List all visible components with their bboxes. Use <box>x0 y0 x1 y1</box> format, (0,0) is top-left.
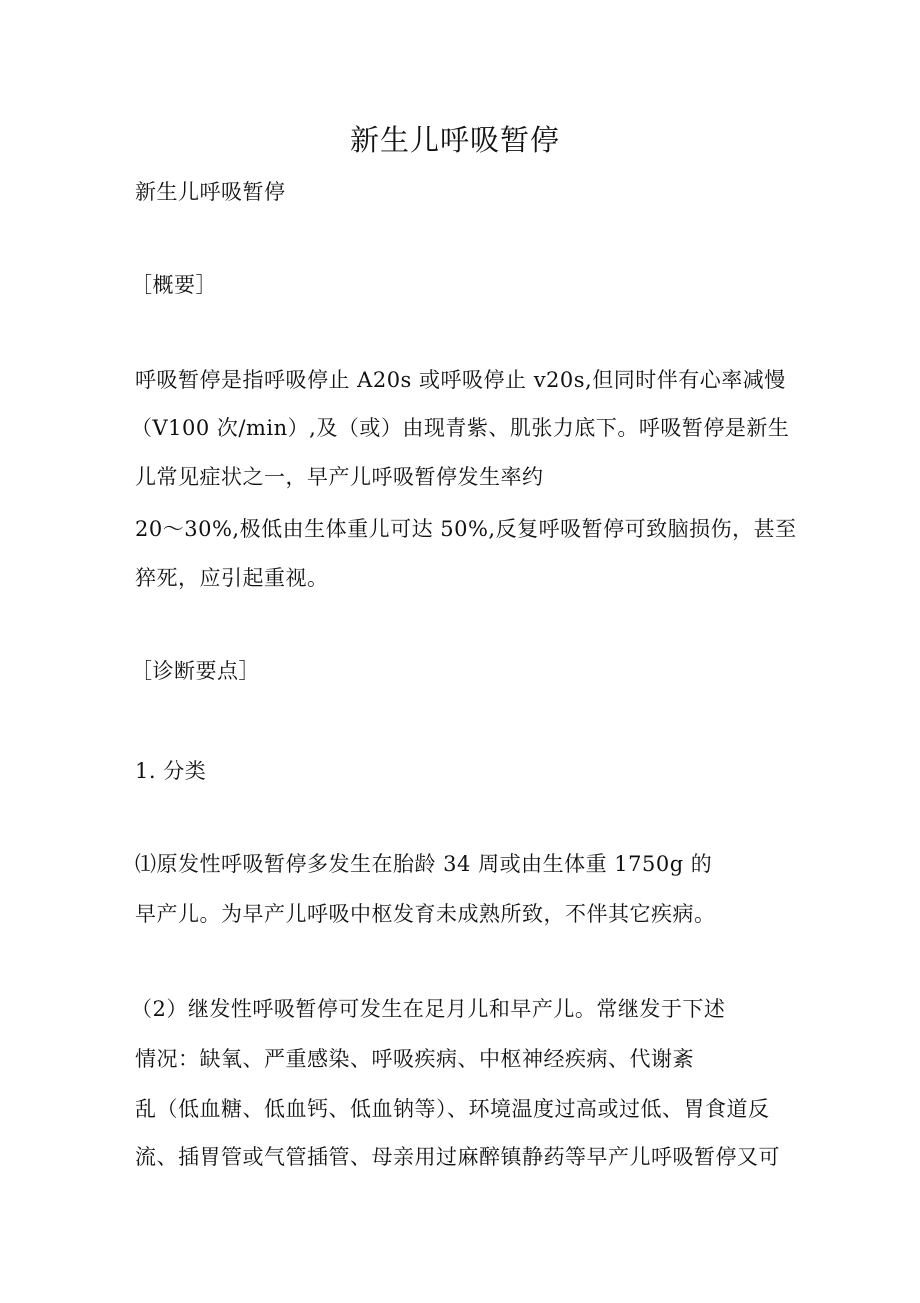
section-heading-overview: ［概要］ <box>131 273 217 297</box>
secondary-apnea-line: 乱（低血糖、低血钙、低血钠等）、环境温度过高或过低、胃食道反 <box>135 1097 770 1121</box>
overview-line: 猝死，应引起重视。 <box>135 566 329 590</box>
secondary-apnea-line: 情况：缺氧、严重感染、呼吸疾病、中枢神经疾病、代谢紊 <box>135 1047 694 1071</box>
document-title: 新生儿呼吸暂停 <box>349 123 560 157</box>
overview-line: 20〜30%,极低由生体重儿可达 50%,反复呼吸暂停可致脑损伤，甚至 <box>135 517 797 541</box>
primary-apnea-line: ⑴原发性呼吸暂停多发生在胎龄 34 周或由生体重 1750g 的 <box>135 852 713 876</box>
overview-line: （V100 次/min）,及（或）由现青紫、肌张力底下。呼吸暂停是新生 <box>131 416 790 440</box>
document-subtitle: 新生儿呼吸暂停 <box>135 180 286 204</box>
section-heading-diagnosis: ［诊断要点］ <box>131 659 260 683</box>
overview-line: 儿常见症状之一，早产儿呼吸暂停发生率约 <box>135 465 544 489</box>
overview-line: 呼吸暂停是指呼吸停止 A20s 或呼吸停止 v20s,但同时伴有心率减慢 <box>135 368 786 392</box>
primary-apnea-line: 早产儿。为早产儿呼吸中枢发育未成熟所致，不伴其它疾病。 <box>135 902 716 926</box>
item-heading-classification: 1. 分类 <box>135 759 207 783</box>
secondary-apnea-line: 流、插胃管或气管插管、母亲用过麻醉镇静药等早产儿呼吸暂停又可 <box>135 1145 780 1169</box>
secondary-apnea-line: （2）继发性呼吸暂停可发生在足月儿和早产儿。常继发于下述 <box>131 997 726 1021</box>
